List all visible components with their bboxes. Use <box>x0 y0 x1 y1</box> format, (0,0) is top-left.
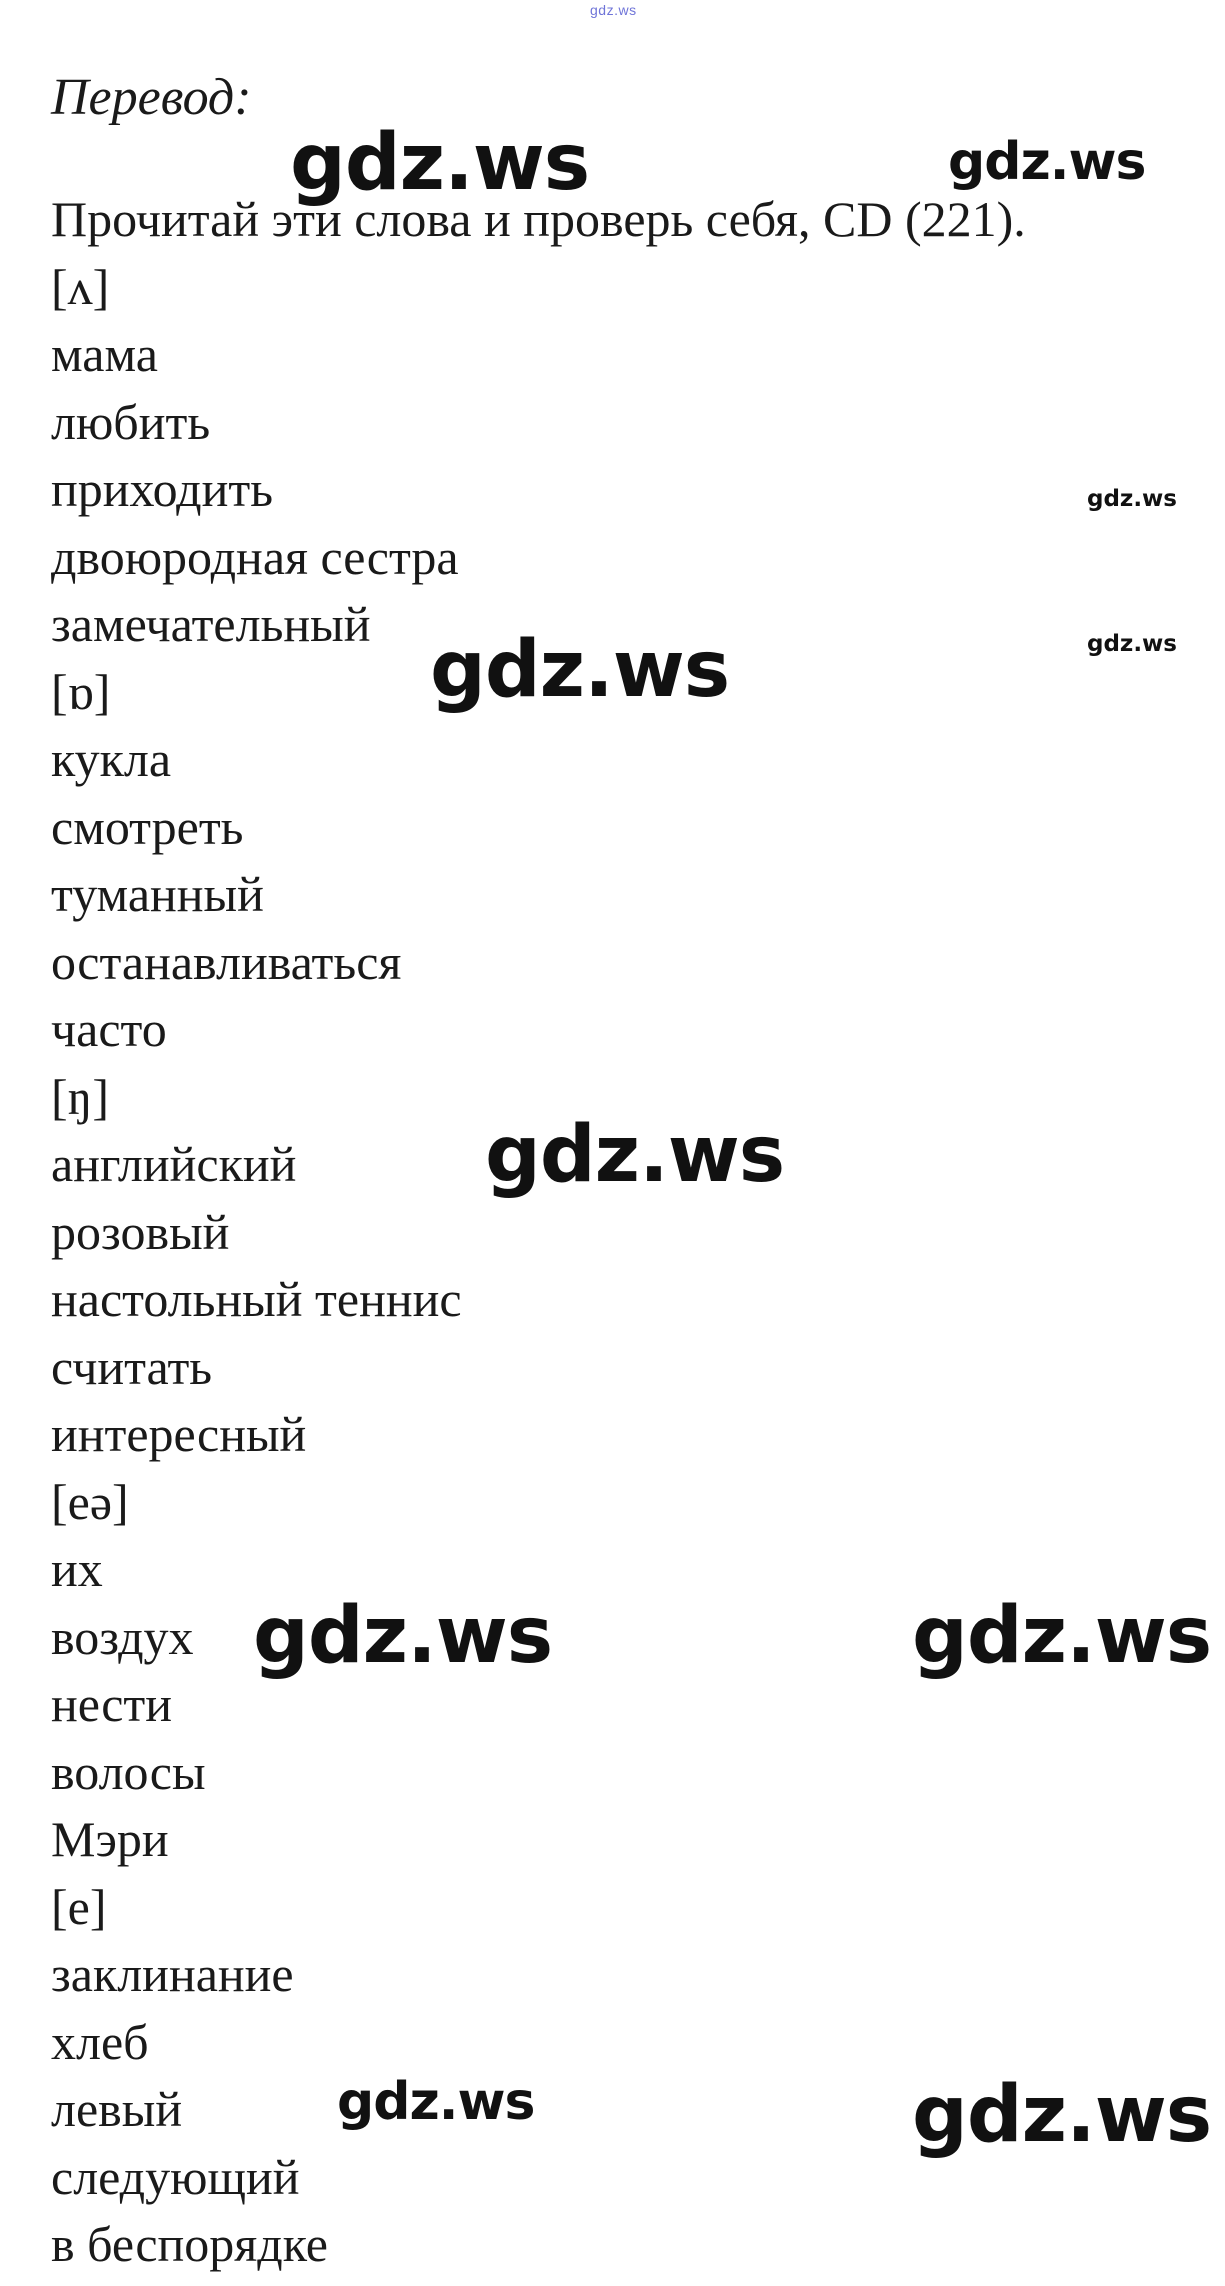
watermark: gdz.ws <box>485 1110 785 1200</box>
watermark: gdz.ws <box>253 1591 553 1681</box>
word-line: воздух <box>51 1608 194 1665</box>
word-line: английский <box>51 1136 297 1192</box>
instruction-line: Прочитай эти слова и проверь себя, CD (221). <box>51 191 1026 247</box>
watermark: gdz.ws <box>430 625 730 715</box>
phoneme-heading: [ʌ] <box>51 258 110 315</box>
word-list <box>51 186 1026 2279</box>
word-line: кукла <box>51 731 172 787</box>
watermark: gdz.ws <box>290 118 590 208</box>
word-line: настольный теннис <box>51 1271 462 1327</box>
word-line: заклинание <box>51 1946 294 2002</box>
watermark: gdz.ws <box>337 2072 535 2132</box>
phoneme-heading: [e] <box>51 1878 107 1935</box>
word-line: смотреть <box>51 798 244 855</box>
word-line: левый <box>51 2081 183 2137</box>
word-line: их <box>51 1541 103 1597</box>
watermark: gdz.ws <box>1087 631 1177 657</box>
word-line: хлеб <box>51 2013 149 2070</box>
word-line: мама <box>51 326 158 382</box>
word-line: приходить <box>51 461 274 517</box>
word-line: туманный <box>51 866 264 922</box>
page-heading: Перевод: <box>51 69 252 126</box>
watermark: gdz.ws <box>912 1591 1212 1681</box>
word-line: любить <box>51 393 211 450</box>
word-line: замечательный <box>51 596 371 652</box>
word-line: Мэри <box>51 1811 169 1867</box>
watermark: gdz.ws <box>948 132 1146 192</box>
word-line: интересный <box>51 1406 307 1462</box>
word-line: розовый <box>51 1203 230 1260</box>
word-line: в беспорядке <box>51 2216 328 2272</box>
word-line: нести <box>51 1676 172 1732</box>
watermark: gdz.ws <box>912 2070 1212 2160</box>
watermark: gdz.ws <box>1087 486 1177 512</box>
word-line: считать <box>51 1338 213 1395</box>
word-line: следующий <box>51 2148 300 2205</box>
top-watermark: gdz.ws <box>590 2 637 18</box>
phoneme-heading: [eə] <box>51 1473 129 1530</box>
word-line: часто <box>51 1001 167 1057</box>
word-line: двоюродная сестра <box>51 528 459 585</box>
word-line: останавливаться <box>51 933 402 990</box>
phoneme-heading: [ŋ] <box>51 1068 110 1125</box>
word-line: волосы <box>51 1743 206 1800</box>
phoneme-heading: [ɒ] <box>51 663 111 720</box>
